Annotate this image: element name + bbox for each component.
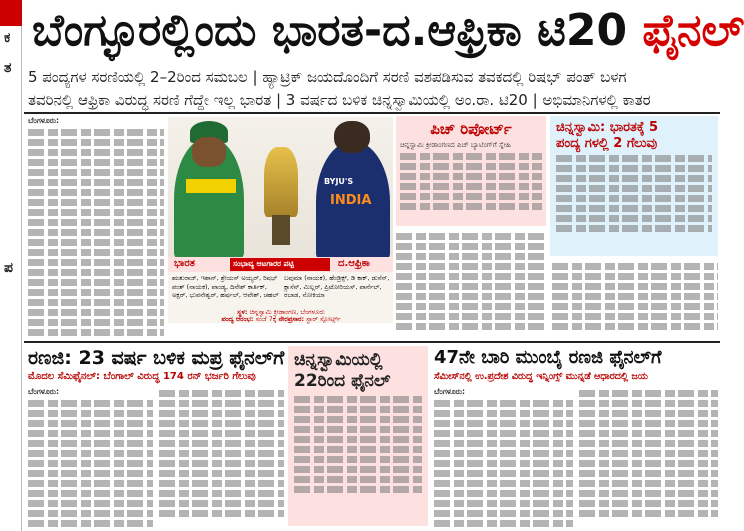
tab-char: ತ <box>4 60 12 76</box>
tab-char: ಕ <box>4 30 11 46</box>
mumbai-col-2 <box>579 387 718 527</box>
right-players-list: ಬವುಮಾ (ನಾಯಕ), ಹೆಂಡ್ರಿಕ್ಸ್, ಡಿ ಕಾಕ್, ಡುಸೆನ್, ಕ್ಲಾಸೆನ್, ಮಿಲ್ಲರ್, ಪ್ರಿಟೋರಿಯಸ್, ಪಾರ್ನೆಲ್, ರಬಾಡ, ನೋಕಿಯಾ <box>284 274 390 299</box>
headline-accent: ಫೈನಲ್ <box>642 5 744 56</box>
chinnaswamy-final-box <box>288 346 428 526</box>
sa-face <box>192 137 226 167</box>
divider <box>24 341 720 343</box>
broadcast: ಸ್ಟಾರ್ ಸ್ಪೋರ್ಟ್ಸ್ <box>306 315 341 323</box>
pitch-report-body <box>400 141 542 210</box>
broadcast-label: ನೇರಪ್ರಸಾರ: <box>278 315 305 323</box>
mumbai-dateline: ಬೆಂಗಳೂರು: <box>434 387 466 396</box>
venue-label: ಸ್ಥಳ: <box>237 308 248 316</box>
ranji-dateline: ಬೆಂಗಳೂರು: <box>28 387 60 396</box>
continuation-column-right <box>552 260 718 338</box>
mumbai-col-1 <box>434 387 573 527</box>
left-team-name: ಭಾರತ <box>174 258 195 269</box>
mumbai-story <box>434 346 718 531</box>
time-label: ಪಂದ್ಯ ಆರಂಭ: <box>221 315 254 323</box>
pitch-report-intro: ಚಿನ್ನಸ್ವಾಮಿ ಕ್ರೀಡಾಂಗಣದ ಪಿಚ್ ಬ್ಯಾಟಿಂಗ್‌ಗೆ ಸ್ನೇಹಿ <box>400 141 511 149</box>
shirt-label: INDIA <box>330 193 372 208</box>
india-face <box>334 121 370 153</box>
ranji-subheadline: ಮೊದಲ ಸೆಮಿಫೈನಲ್: ಬೆಂಗಾಲ್ ವಿರುದ್ಧ 174 ರನ್ ಭರ್ಜರಿ ಗೆಲುವು <box>28 371 256 382</box>
continuation-column-middle <box>396 230 546 338</box>
final-title-1: ಚಿನ್ನಸ್ವಾಮಿಯಲ್ಲಿ <box>294 350 383 370</box>
shirt-brand: BYJU'S <box>324 177 354 186</box>
trophy <box>264 147 298 217</box>
dateline: ಬೆಂಗಳೂರು: <box>28 116 60 125</box>
ranji-story <box>28 346 284 531</box>
mumbai-headline: 47ನೇ ಬಾರಿ ಮುಂಬೈ ರಣಜಿ ಫೈನಲ್‌ಗೆ <box>434 347 662 368</box>
venue: ಚಿನ್ನಸ್ವಾಮಿ ಕ್ರೀಡಾಂಗಣ, ಬೆಂಗಳೂರು <box>249 308 325 316</box>
final-title-2: 22ರಿಂದ ಫೈನಲ್ <box>294 371 391 391</box>
record-title-2: ಪಂದ್ಯ ಗಳಲ್ಲಿ 2 ಗೆಲುವು <box>556 136 658 151</box>
mumbai-body <box>434 387 718 527</box>
ranji-col-1 <box>28 387 153 527</box>
left-players-list: ಋತುರಾಜ್, ಇಶಾನ್, ಶ್ರೇಯಸ್ ಅಯ್ಯರ್, ರಿಷಭ್ ಪಂತ್ (ನಾಯಕ), ಪಾಂಡ್ಯ, ದಿನೇಶ್ ಕಾರ್ತಿಕ್, ಅಕ್ಷರ್, ಭುವನೇಶ್ವರ್, ಹರ್ಷಲ್, ಆವೇಶ್, ಚಹಲ್ <box>172 274 279 299</box>
subheadline-2: ತವರಿನಲ್ಲಿ ಆಫ್ರಿಕಾ ವಿರುದ್ಧ ಸರಣಿ ಗೆದ್ದೇ ಇಲ್ಲ ಭಾರತ | 3 ವರ್ಷದ ಬಳಿಕ ಚಿನ್ನಸ್ವಾಮಿಯಲ್ಲಿ ಅಂ.ರಾ. ಟಿ20 | ಅಭಿಮಾನಿಗಳಲ್ಲಿ ಕಾತರ <box>28 91 651 109</box>
final-body <box>294 396 422 493</box>
probable-squads-box <box>168 257 393 323</box>
ranji-col-2 <box>159 387 284 527</box>
trophy-base <box>272 215 290 245</box>
time: ಸಂಜೆ 7ಕ್ಕೆ <box>255 315 277 323</box>
record-body <box>556 155 712 232</box>
subheadline-1: 5 ಪಂದ್ಯಗಳ ಸರಣಿಯಲ್ಲಿ 2–2ರಿಂದ ಸಮಬಲ | ಹ್ಯಾಟ್ರಿಕ್ ಜಯದೊಂದಿಗೆ ಸರಣಿ ವಶಪಡಿಸುವ ತವಕದಲ್ಲಿ ರಿಷಭ್ ಪಂತ್ ಬಳಗ <box>28 68 627 86</box>
chinnaswamy-record-box <box>550 116 718 256</box>
tab-red-marker <box>0 0 22 26</box>
captains-photo <box>168 117 393 257</box>
pitch-report-box <box>396 116 546 226</box>
match-info-line-2 <box>172 316 390 323</box>
divider <box>24 112 720 114</box>
main-headline <box>24 0 744 62</box>
mumbai-subheadline: ಸೆಮೀಸ್‌ನಲ್ಲಿ ಉ.ಪ್ರದೇಶ ವಿರುದ್ಧ ಇನ್ನಿಂಗ್ಸ್ ಮುನ್ನಡೆ ಆಧಾರದಲ್ಲಿ ಜಯ <box>434 371 648 382</box>
pitch-report-title: ಪಿಚ್ ರಿಪೋರ್ಟ್ <box>430 120 512 138</box>
record-title-1: ಚಿನ್ನಸ್ವಾಮಿ: ಭಾರತಕ್ಕೆ 5 <box>556 120 659 135</box>
headline-main: ಬೆಂಗ್ಳೂರಲ್ಲಿಂದು ಭಾರತ-ದ.ಆಫ್ರಿಕಾ ಟಿ20 <box>32 5 643 56</box>
ranji-headline: ರಣಜಿ: 23 ವರ್ಷ ಬಳಿಕ ಮಪ್ರ ಫೈನಲ್‌ಗೆ <box>28 347 285 369</box>
left-section-tab <box>0 0 22 531</box>
right-team-name: ದ.ಆಫ್ರಿಕಾ <box>338 258 370 269</box>
sa-shirt-band <box>186 179 236 193</box>
tab-char: ಪ <box>4 260 13 276</box>
squad-center-title: ಸಂಭಾವ್ಯ ಆಟಗಾರರ ಪಟ್ಟಿ <box>230 258 330 271</box>
ranji-body <box>28 387 284 527</box>
top-story-column <box>28 116 164 338</box>
